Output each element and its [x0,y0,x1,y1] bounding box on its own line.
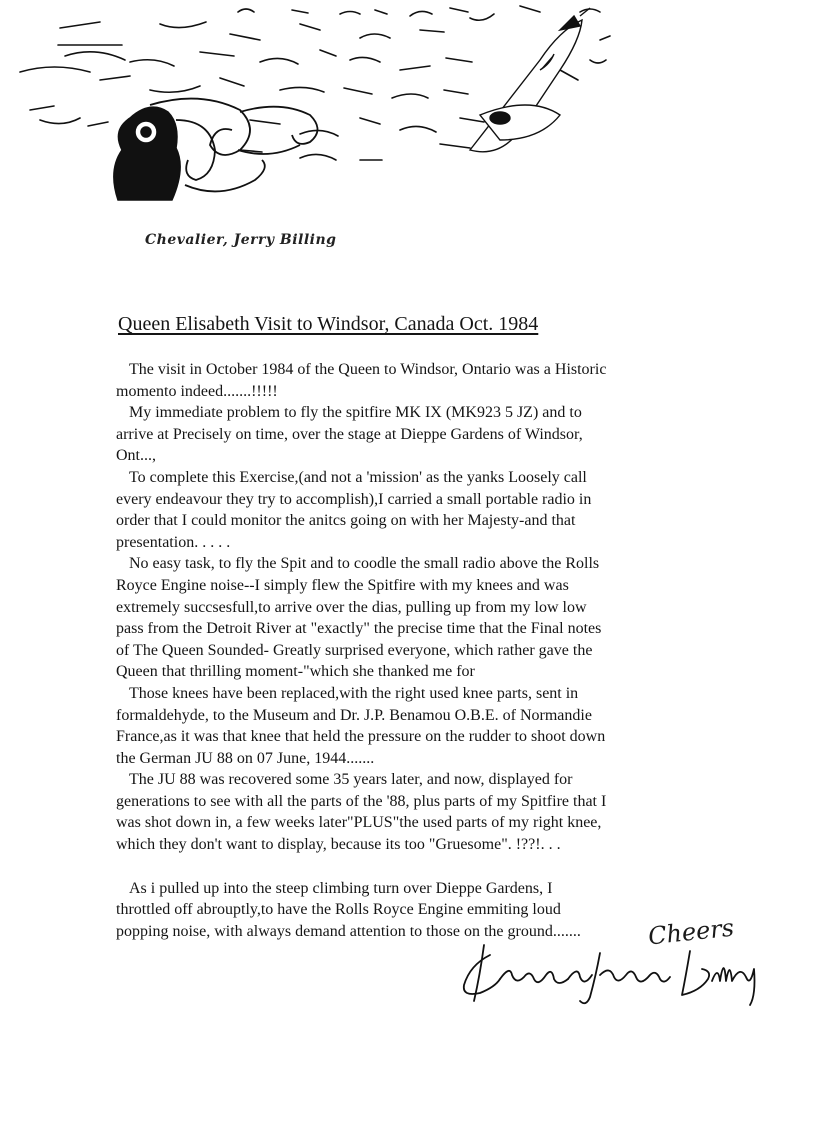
body-line: order that I could monitor the anitcs going on with her Majesty-and that [116,512,576,530]
body-line: The JU 88 was recovered some 35 years later, and now, displayed for [129,771,573,789]
body-line: My immediate problem to fly the spitfire MK IX (MK923 5 JZ) and to [129,404,582,422]
letterhead-illustration [0,0,819,230]
body-line: which they don't want to display, because its too "Gruesome". !??!. . . [116,836,561,854]
paragraph-gap [116,856,716,878]
letter-body [116,359,716,942]
document-title: Queen Elisabeth Visit to Windsor, Canada Oct. 1984 [118,313,539,335]
body-line: generations to see with all the parts of the '88, plus parts of my Spitfire that I [116,792,607,810]
body-line: Ont..., [116,447,156,465]
closing-cheers: Cheers [646,913,736,951]
body-line: the German JU 88 on 07 June, 1944....... [116,749,375,767]
body-line: formaldehyde, to the Museum and Dr. J.P. Benamou O.B.E. of Normandie [116,706,592,724]
body-line: Royce Engine noise--I simply flew the Spitfire with my knees and was [116,576,569,594]
body-line: To complete this Exercise,(and not a 'mission' as the yanks Loosely call [129,468,587,486]
body-line: arrive at Precisely on time, over the stage at Dieppe Gardens of Windsor, [116,425,583,443]
body-line: presentation. . . . . [116,533,231,551]
body-line: extremely succsesfull,to arrive over the dias, pulling up from my low low [116,598,587,616]
body-line: The visit in October 1984 of the Queen to Windsor, Ontario was a Historic [129,361,607,378]
body-line: As i pulled up into the steep climbing turn over Dieppe Gardens, I [129,879,553,897]
body-line: Queen that thrilling moment-"which she thanked me for [116,663,475,681]
letterhead-name: Chevalier, Jerry Billing [145,232,337,248]
body-line: of The Queen Sounded- Greatly surprised everyone, which rather gave the [116,641,593,659]
body-line: every endeavour they try to accomplish),I carried a small portable radio in [116,490,592,508]
body-line: France,as it was that knee that held the pressure on the rudder to shoot down [116,728,606,746]
body-line: pass from the Detroit River at "exactly" the precise time that the Final notes [116,620,602,638]
body-line: Those knees have been replaced,with the right used knee parts, sent in [129,684,579,702]
body-line: No easy task, to fly the Spit and to coodle the small radio above the Rolls [129,555,600,573]
body-line: momento indeed.......!!!!! [116,382,278,400]
body-line: popping noise, with always demand attention to those on the ground....... [116,922,581,940]
body-line: was shot down in, a few weeks later"PLUS"the used parts of my right knee, [116,814,602,832]
body-line: throttled off abrouptly,to have the Rolls Royce Engine emmiting loud [116,901,561,919]
handwritten-signature [450,935,770,1010]
